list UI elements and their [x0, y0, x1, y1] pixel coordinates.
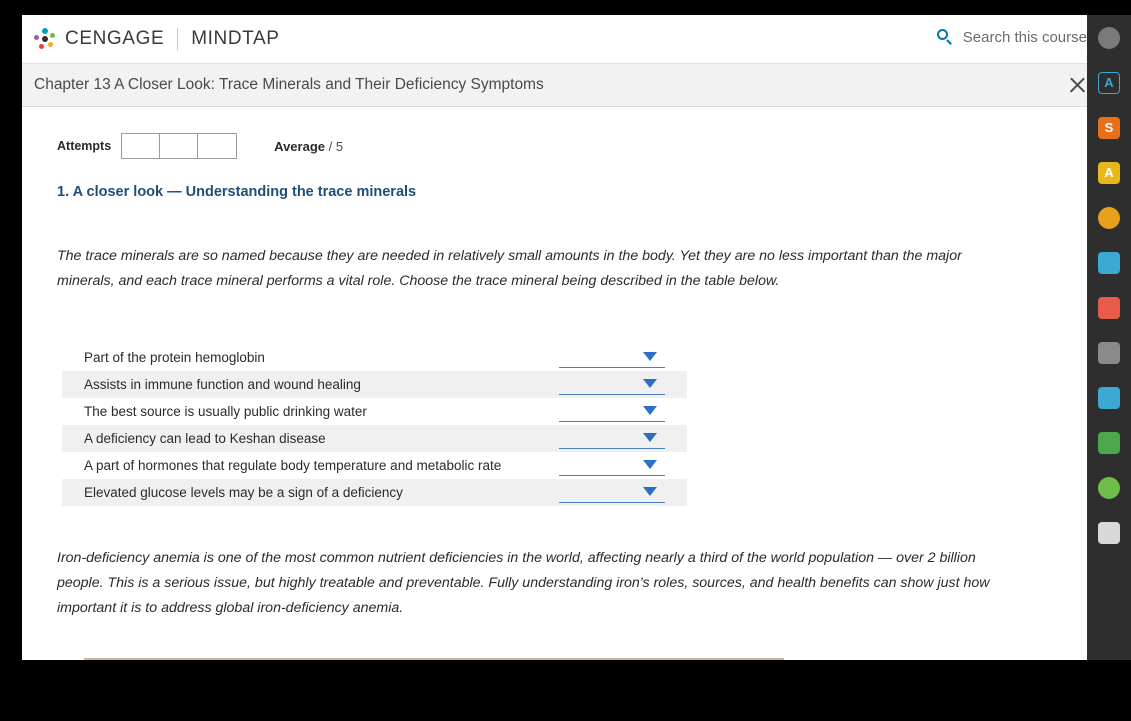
right-tool-rail	[1087, 15, 1131, 660]
chevron-down-icon[interactable]	[643, 406, 657, 415]
answer-dropdown-1[interactable]	[559, 348, 665, 368]
attempt-box-1	[122, 134, 160, 158]
top-brand-bar	[22, 15, 1109, 64]
row-prompt: Part of the protein hemoglobin	[84, 350, 265, 365]
mindtap-app-window	[22, 15, 1109, 660]
document-icon	[1098, 522, 1120, 544]
attempt-box-3	[198, 134, 236, 158]
matching-table	[62, 344, 687, 506]
table-row	[62, 398, 687, 425]
clock-icon	[1098, 207, 1120, 229]
readspeaker-icon	[1098, 342, 1120, 364]
answer-dropdown-3[interactable]	[559, 402, 665, 422]
chevron-down-icon[interactable]	[643, 433, 657, 442]
rail-item-document[interactable]	[1087, 510, 1131, 555]
brand-area[interactable]	[34, 28, 280, 50]
rail-item-help[interactable]	[1087, 465, 1131, 510]
rail-item-profile[interactable]	[1087, 15, 1131, 60]
rail-item-aplia[interactable]	[1087, 150, 1131, 195]
answer-dropdown-5[interactable]	[559, 456, 665, 476]
cengage-dots-logo-icon	[34, 28, 56, 50]
attempt-boxes	[121, 133, 237, 159]
close-icon[interactable]	[1067, 75, 1087, 95]
activity-header	[22, 64, 1109, 107]
search-icon[interactable]	[937, 29, 954, 46]
brand-divider	[177, 28, 178, 50]
rail-item-flashcards[interactable]	[1087, 285, 1131, 330]
rail-item-folder[interactable]	[1087, 375, 1131, 420]
table-row	[62, 371, 687, 398]
table-row	[62, 344, 687, 371]
course-search[interactable]	[937, 29, 1087, 46]
attempts-label: Attempts	[57, 139, 112, 153]
search-input-label[interactable]: Search this course	[962, 29, 1087, 46]
help-icon	[1098, 477, 1120, 499]
profile-icon	[1098, 27, 1120, 49]
folder-icon	[1098, 387, 1120, 409]
row-prompt: A part of hormones that regulate body temperature and metabolic rate	[84, 458, 502, 473]
section-divider	[84, 658, 784, 660]
chevron-down-icon[interactable]	[643, 379, 657, 388]
study-s-icon: S	[1098, 117, 1120, 139]
rail-item-clock[interactable]	[1087, 195, 1131, 240]
row-prompt: Assists in immune function and wound healing	[84, 377, 361, 392]
rail-item-activity[interactable]	[1087, 60, 1131, 105]
average-score	[274, 139, 343, 154]
row-prompt: A deficiency can lead to Keshan disease	[84, 431, 326, 446]
notebook-icon	[1098, 252, 1120, 274]
rail-item-notebook[interactable]	[1087, 240, 1131, 285]
answer-dropdown-4[interactable]	[559, 429, 665, 449]
row-prompt: Elevated glucose levels may be a sign of a deficiency	[84, 485, 403, 500]
rail-item-leaf[interactable]	[1087, 420, 1131, 465]
activity-content	[22, 108, 1081, 660]
leaf-icon	[1098, 432, 1120, 454]
average-value: / 5	[328, 138, 344, 154]
attempts-row	[57, 133, 343, 159]
activity-a-icon: A	[1098, 72, 1120, 94]
activity-title: Chapter 13 A Closer Look: Trace Minerals and Their Deficiency Symptoms	[34, 76, 544, 93]
average-label: Average	[274, 138, 325, 154]
table-row	[62, 425, 687, 452]
chevron-down-icon[interactable]	[643, 352, 657, 361]
answer-dropdown-2[interactable]	[559, 375, 665, 395]
question-outro-text: Iron-deficiency anemia is one of the most common nutrient deficiencies in the world, affecting nearly a third of the world population — over 2 billion people. This is a serious issue, but highly treatable and preventable. Fully understanding iron's roles, sources, and health benefits can show just how important it is to address global iron-deficiency anemia.	[57, 550, 990, 616]
answer-dropdown-6[interactable]	[559, 483, 665, 503]
chevron-down-icon[interactable]	[643, 487, 657, 496]
rail-item-study[interactable]	[1087, 105, 1131, 150]
row-prompt: The best source is usually public drinking water	[84, 404, 367, 419]
flashcards-icon	[1098, 297, 1120, 319]
table-row	[62, 479, 687, 506]
chevron-down-icon[interactable]	[643, 460, 657, 469]
question-intro-text: The trace minerals are so named because they are needed in relatively small amounts in the body. Yet they are no less important than the major minerals, and each trace mineral performs a vital role. Choose the trace mineral being described in the table below.	[57, 248, 962, 289]
brand-mindtap-label: MINDTAP	[191, 28, 280, 49]
brand-cengage-label: CENGAGE	[65, 28, 165, 49]
rail-item-readspeaker[interactable]	[1087, 330, 1131, 375]
aplia-a-icon: A	[1098, 162, 1120, 184]
question-title: 1. A closer look — Understanding the trace minerals	[57, 184, 417, 200]
table-row	[62, 452, 687, 479]
attempt-box-2	[160, 134, 198, 158]
